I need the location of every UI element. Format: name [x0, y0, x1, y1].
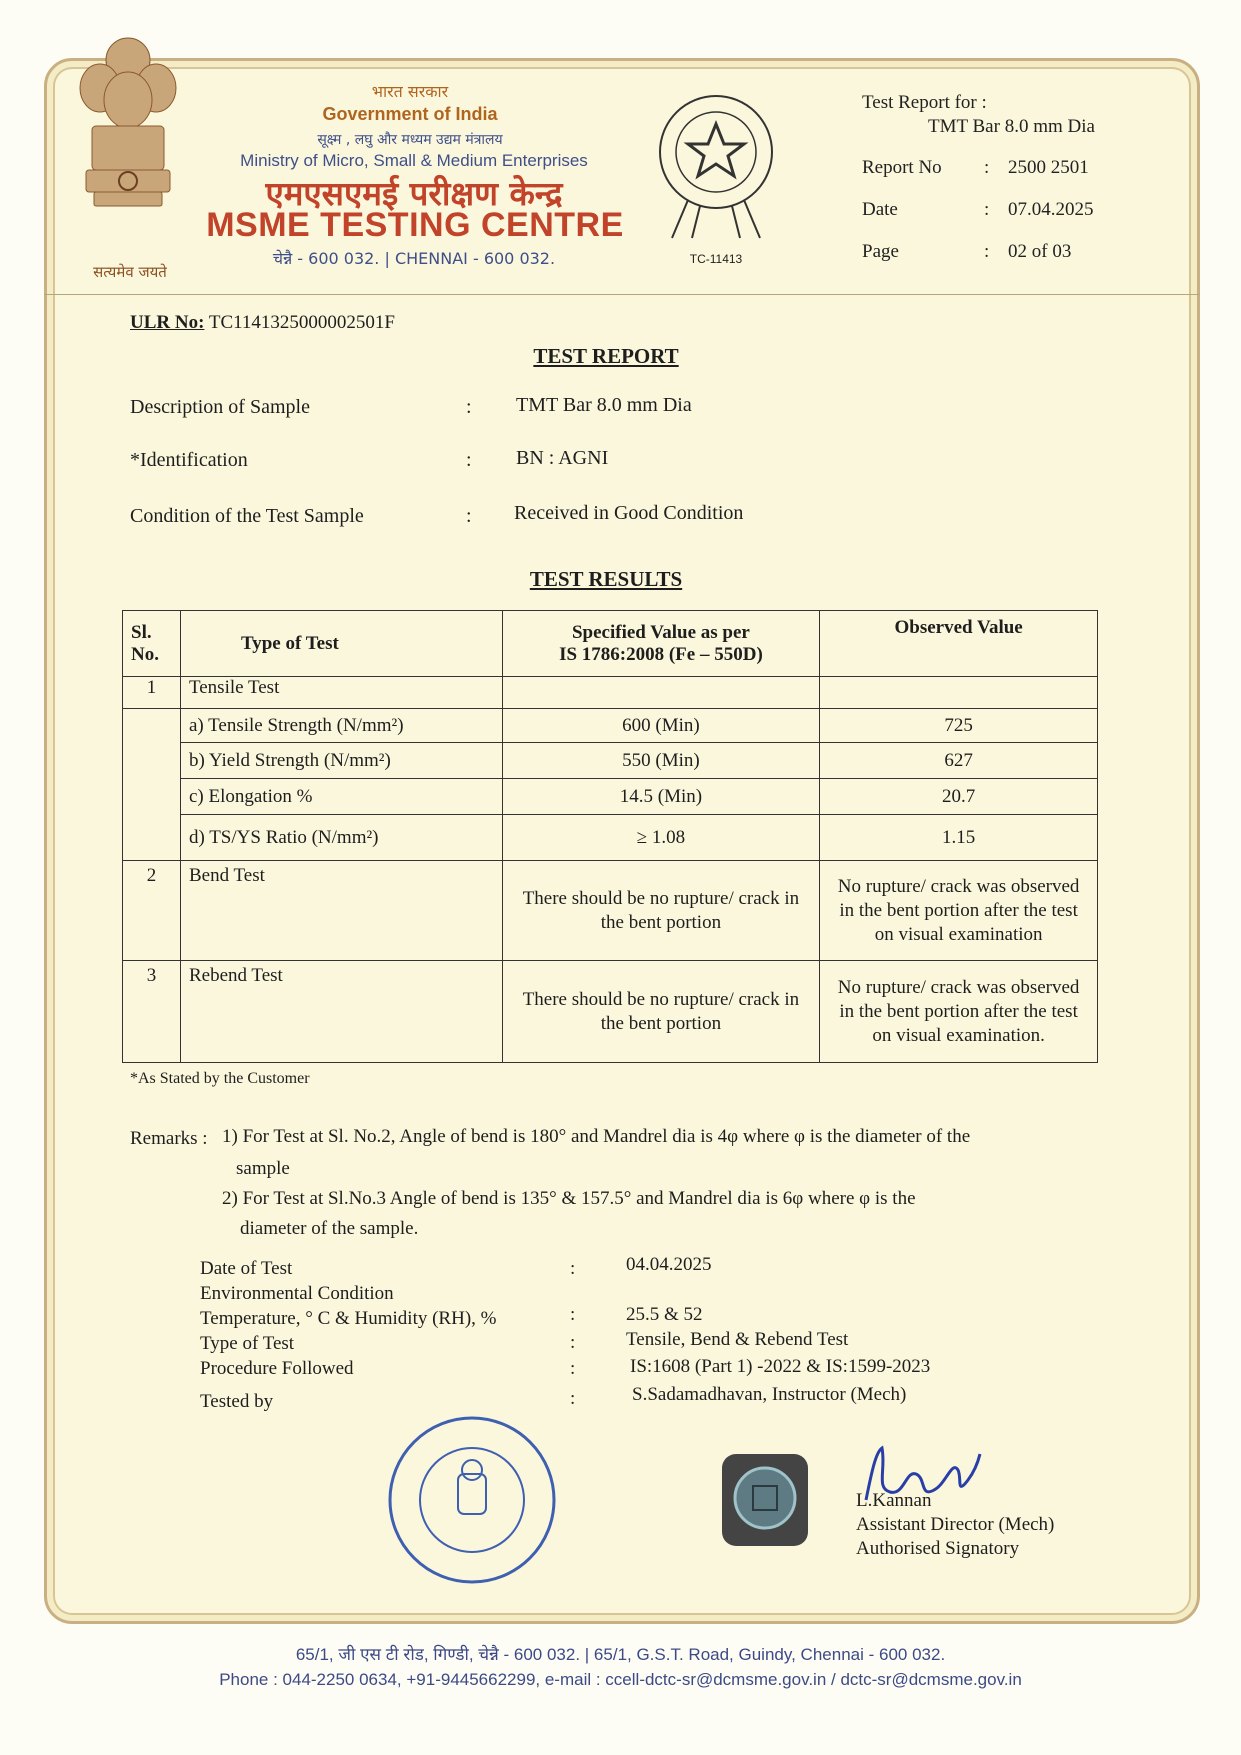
- date-value: 07.04.2025: [1008, 199, 1094, 220]
- cell-obs: No rupture/ crack was observed in the bent portion after the test on visual examination: [820, 861, 1098, 961]
- detail-label: *Identification: [130, 449, 248, 471]
- colon: :: [570, 1388, 576, 1409]
- header-divider: [44, 294, 1200, 295]
- table-row: [123, 743, 1098, 779]
- motto: सत्यमेव जयते: [93, 263, 167, 281]
- header-specified-line-1: Specified Value as per: [571, 621, 750, 643]
- cell-type: d) TS/YS Ratio (N/mm²): [180, 815, 502, 861]
- remarks-label: Remarks :: [130, 1128, 208, 1149]
- cell-type: a) Tensile Strength (N/mm²): [180, 709, 502, 743]
- table-row: [123, 709, 1098, 743]
- colon: :: [570, 1304, 576, 1325]
- results-table: [122, 610, 1098, 1063]
- header-type-of-test: Type of Test: [180, 611, 502, 677]
- cell-obs: 1.15: [820, 815, 1098, 861]
- cell-spec: There should be no rupture/ crack in the bent portion: [502, 961, 820, 1063]
- footer-contact: Phone : 044-2250 0634, +91-9445662299, e-mail : ccell-dctc-sr@dcmsme.gov.in / dctc-sr@dcmsme.gov.in: [219, 1670, 1022, 1689]
- cell-spec: There should be no rupture/ crack in the bent portion: [502, 861, 820, 961]
- cell-sl: 3: [123, 961, 181, 1063]
- table-row: [123, 961, 1098, 1063]
- info-label: Date of Test: [200, 1258, 293, 1279]
- header-specified-value: [502, 611, 820, 677]
- info-label: Temperature, ° C & Humidity (RH), %: [200, 1308, 497, 1329]
- results-title: TEST RESULTS: [529, 567, 683, 591]
- centre-address-line: चेन्नै - 600 032. | CHENNAI - 600 032.: [272, 249, 556, 268]
- colon: :: [466, 505, 472, 527]
- info-label: Environmental Condition: [200, 1283, 394, 1304]
- info-value: IS:1608 (Part 1) -2022 & IS:1599-2023: [630, 1356, 931, 1377]
- info-value: Tensile, Bend & Rebend Test: [626, 1329, 849, 1350]
- report-no-label: Report No: [862, 157, 942, 178]
- info-label: Procedure Followed: [200, 1358, 354, 1379]
- page-value: 02 of 03: [1008, 241, 1072, 262]
- cell-obs: 725: [820, 709, 1098, 743]
- cell-spec: 14.5 (Min): [502, 779, 820, 815]
- report-for-value: TMT Bar 8.0 mm Dia: [928, 116, 1095, 137]
- hologram-seal-icon: [720, 1452, 810, 1548]
- cell-spec: ≥ 1.08: [502, 815, 820, 861]
- table-row: [123, 677, 1098, 709]
- cell-sl: 1: [123, 677, 181, 709]
- cell-obs: 627: [820, 743, 1098, 779]
- remark-2-cont: diameter of the sample.: [240, 1218, 419, 1239]
- accreditation-code: TC-11413: [689, 252, 743, 266]
- ulr-value: TC1141325000002501F: [208, 312, 395, 333]
- cell-obs: [820, 677, 1098, 709]
- table-row: [123, 861, 1098, 961]
- cell-type: Bend Test: [180, 861, 502, 961]
- ministry-label: Ministry of Micro, Small & Medium Enterprises: [240, 151, 588, 170]
- colon: :: [466, 396, 472, 418]
- signatory-designation: Assistant Director (Mech): [856, 1514, 1055, 1535]
- cell-type: Tensile Test: [180, 677, 502, 709]
- cell-spec: 600 (Min): [502, 709, 820, 743]
- ulr-number: [130, 312, 395, 334]
- hindi-ministry-label: सूक्ष्म , लघु और मध्यम उद्यम मंत्रालय: [317, 132, 503, 148]
- footer-address: 65/1, जी एस टी रोड, गिण्डी, चेन्नै - 600 032. | 65/1, G.S.T. Road, Guindy, Chennai - 600 032.: [295, 1645, 946, 1664]
- info-value: 04.04.2025: [626, 1254, 712, 1275]
- colon: :: [984, 199, 990, 220]
- cell-type: b) Yield Strength (N/mm²): [180, 743, 502, 779]
- info-label: Type of Test: [200, 1333, 295, 1354]
- accreditation-seal-icon: [648, 88, 784, 248]
- info-value: S.Sadamadhavan, Instructor (Mech): [632, 1384, 907, 1405]
- colon: :: [570, 1358, 576, 1379]
- signatory-name: L.Kannan: [856, 1490, 932, 1511]
- colon: :: [570, 1258, 576, 1279]
- colon: :: [466, 449, 472, 471]
- report-no-value: 2500 2501: [1008, 157, 1089, 178]
- report-for-label: Test Report for :: [862, 92, 987, 113]
- cell-spec: [502, 677, 820, 709]
- page-label: Page: [862, 241, 899, 262]
- table-header-row: [123, 611, 1098, 677]
- table-row: [123, 779, 1098, 815]
- table-row: [123, 815, 1098, 861]
- cell-spec: 550 (Min): [502, 743, 820, 779]
- cell-sl: 2: [123, 861, 181, 961]
- office-seal-icon: [384, 1412, 560, 1588]
- detail-label: Description of Sample: [130, 396, 310, 418]
- detail-value: Received in Good Condition: [514, 502, 744, 524]
- remark-2: 2) For Test at Sl.No.3 Angle of bend is 135° & 157.5° and Mandrel dia is 6φ where φ is the: [222, 1188, 916, 1209]
- date-label: Date: [862, 199, 898, 220]
- colon: :: [984, 157, 990, 178]
- signatory-role: Authorised Signatory: [856, 1538, 1020, 1559]
- detail-value: TMT Bar 8.0 mm Dia: [516, 394, 692, 416]
- info-value: 25.5 & 52: [626, 1304, 703, 1325]
- cell-type: c) Elongation %: [180, 779, 502, 815]
- remark-1: 1) For Test at Sl. No.2, Angle of bend is 180° and Mandrel dia is 4φ where φ is the diameter of the: [222, 1126, 971, 1147]
- colon: :: [570, 1332, 576, 1353]
- government-of-india-label: Government of India: [322, 104, 498, 124]
- cell-obs: 20.7: [820, 779, 1098, 815]
- report-title: TEST REPORT: [533, 344, 679, 368]
- cell-obs: No rupture/ crack was observed in the bent portion after the test on visual examination.: [820, 961, 1098, 1063]
- header-observed-value: Observed Value: [820, 611, 1098, 677]
- colon: :: [984, 241, 990, 262]
- info-label: Tested by: [200, 1391, 274, 1412]
- remark-1-cont: sample: [236, 1158, 290, 1179]
- hindi-government-label: भारत सरकार: [371, 82, 449, 101]
- detail-label: Condition of the Test Sample: [130, 505, 364, 527]
- ashoka-emblem-icon: [72, 30, 184, 230]
- centre-name: MSME TESTING CENTRE: [206, 206, 624, 244]
- ulr-label: ULR No:: [130, 312, 205, 333]
- cell-type: Rebend Test: [180, 961, 502, 1063]
- cell-sl-empty: [123, 709, 181, 861]
- header-specified-line-2: IS 1786:2008 (Fe – 550D): [559, 643, 763, 665]
- header-sl-no: Sl. No.: [123, 611, 181, 677]
- detail-value: BN : AGNI: [516, 447, 609, 469]
- footnote: *As Stated by the Customer: [130, 1070, 310, 1087]
- hindi-centre-name: एमएसएमई परीक्षण केन्द्र: [265, 174, 563, 213]
